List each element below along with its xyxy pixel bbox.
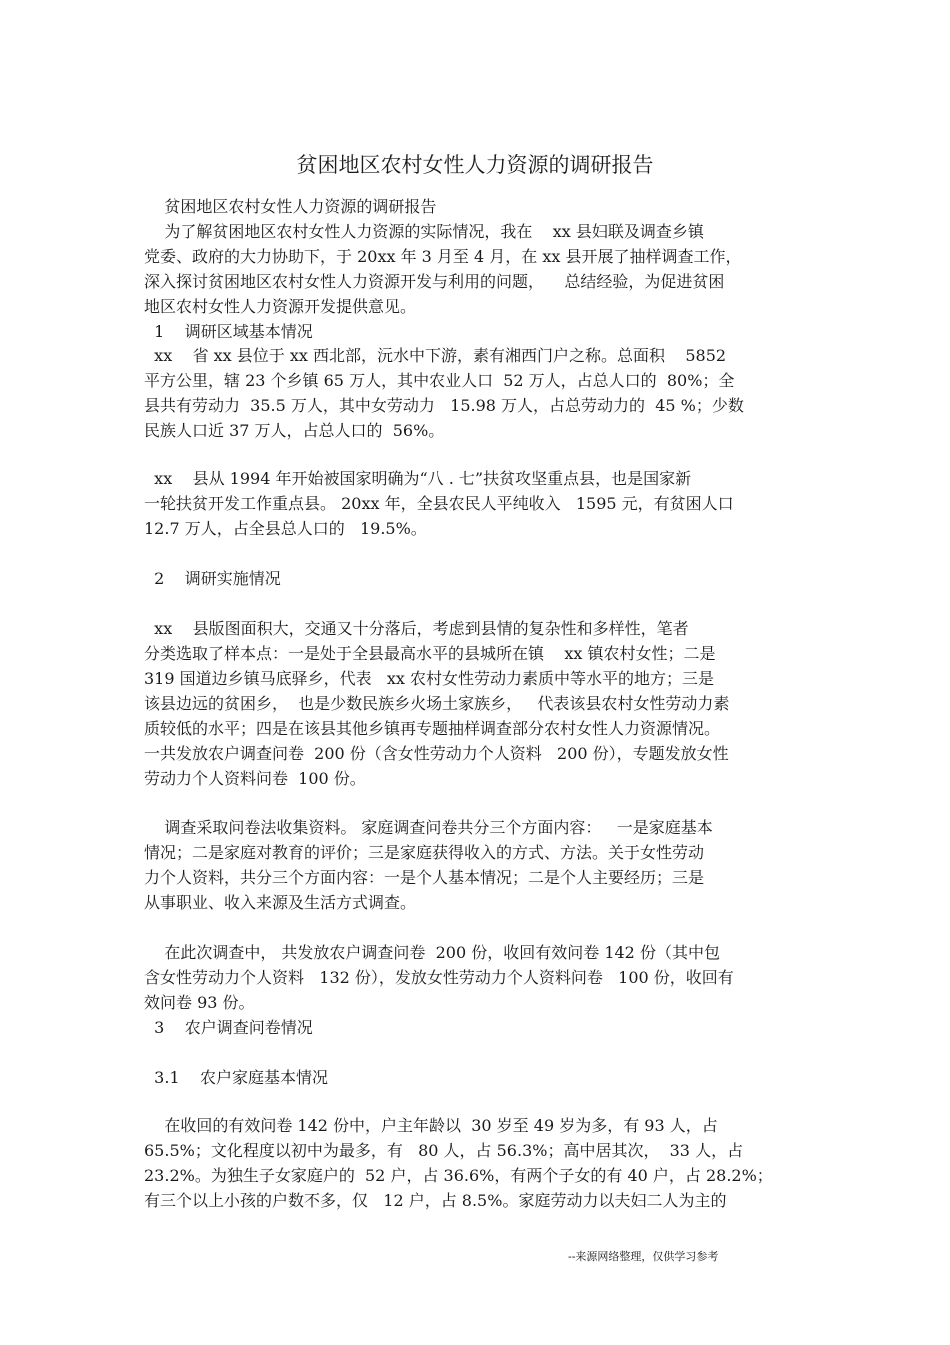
paragraph-line: 情况；二是家庭对教育的评价；三是家庭获得收入的方式、方法。关于女性劳动	[144, 843, 705, 862]
section-2-paragraph-2	[144, 815, 816, 915]
paragraph-line: 23.2%。为独生子女家庭户的 52 户，占 36.6%，有两个子女的有 40 户，占 28.2%；	[144, 1166, 773, 1185]
paragraph-line: 民族人口近 37 万人，占总人口的 56%。	[144, 421, 445, 440]
paragraph-line: 质较低的水平；四是在该县其他乡镇再专题抽样调查部分农村女性人力资源情况。	[144, 719, 721, 738]
section-3-1-paragraph-1	[144, 1113, 816, 1213]
paragraph-line: 一共发放农户调查问卷 200 份（含女性劳动力个人资料 200 份），专题发放女性	[144, 744, 729, 763]
section-2-heading: 2 调研实施情况	[144, 569, 281, 588]
section-2-paragraph-1	[144, 616, 816, 791]
section-3-heading: 3 农户调查问卷情况	[144, 1018, 313, 1037]
paragraph-line: 效问卷 93 份。	[144, 993, 255, 1012]
paragraph-line: 该县边远的贫困乡， 也是少数民族乡火场土家族乡， 代表该县农村女性劳动力素	[144, 694, 730, 713]
paragraph-line: 有三个以上小孩的户数不多，仅 12 户，占 8.5%。家庭劳动力以夫妇二人为主的	[144, 1191, 727, 1210]
paragraph-line: 党委、政府的大力协助下，于 20xx 年 3 月至 4 月，在 xx 县开展了抽样调查工作，	[144, 247, 742, 266]
section-1-heading: 1 调研区域基本情况	[144, 322, 313, 341]
subtitle-block	[144, 194, 816, 219]
paragraph-line: xx 县从 1994 年开始被国家明确为“八 . 七”扶贫攻坚重点县，也是国家新	[144, 469, 692, 488]
paragraph-line: xx 省 xx 县位于 xx 西北部，沅水中下游，素有湘西门户之称。总面积 5852	[144, 346, 727, 365]
paragraph-line: 在此次调查中， 共发放农户调查问卷 200 份，收回有效问卷 142 份（其中包	[144, 943, 720, 962]
paragraph-line: 劳动力个人资料问卷 100 份。	[144, 769, 366, 788]
paragraph-line: xx 县版图面积大，交通又十分落后，考虑到县情的复杂性和多样性，笔者	[144, 619, 689, 638]
paragraph-line: 力个人资料，共分三个方面内容：一是个人基本情况；二是个人主要经历；三是	[144, 868, 705, 887]
section-1-heading-block	[144, 319, 816, 344]
section-1-paragraph-2	[144, 466, 816, 541]
paragraph-line: 平方公里，辖 23 个乡镇 65 万人，其中农业人口 52 万人，占总人口的 80%；全	[144, 371, 735, 390]
paragraph-line: 地区农村女性人力资源开发提供意见。	[144, 297, 417, 316]
paragraph-line: 319 国道边乡镇马底驿乡，代表 xx 农村女性劳动力素质中等水平的地方；三是	[144, 669, 715, 688]
intro-paragraph	[144, 219, 816, 319]
paragraph-line: 含女性劳动力个人资料 132 份），发放女性劳动力个人资料问卷 100 份，收回有	[144, 968, 734, 987]
paragraph-line: 在收回的有效问卷 142 份中，户主年龄以 30 岁至 49 岁为多，有 93 人，占	[144, 1116, 718, 1135]
document-title: 贫困地区农村女性人力资源的调研报告	[296, 153, 654, 177]
paragraph-line: 调查采取问卷法收集资料。 家庭调查问卷共分三个方面内容： 一是家庭基本	[144, 818, 713, 837]
section-2-paragraph-3	[144, 940, 816, 1015]
page-footer: --来源网络整理，仅供学习参考	[568, 1250, 719, 1263]
paragraph-line: 从事职业、收入来源及生活方式调查。	[144, 893, 417, 912]
section-1-paragraph-1	[144, 343, 816, 443]
paragraph-line: 12.7 万人，占全县总人口的 19.5%。	[144, 519, 427, 538]
document-subtitle: 贫困地区农村女性人力资源的调研报告	[164, 197, 437, 216]
paragraph-line: 为了解贫困地区农村女性人力资源的实际情况，我在 xx 县妇联及调查乡镇	[144, 222, 704, 241]
section-2-heading-block	[144, 566, 816, 591]
paragraph-line: 县共有劳动力 35.5 万人，其中女劳动力 15.98 万人，占总劳动力的 45 %；少数	[144, 396, 744, 415]
section-3-heading-block	[144, 1015, 816, 1040]
paragraph-line: 一轮扶贫开发工作重点县。 20xx 年，全县农民人平纯收入 1595 元，有贫困人口	[144, 494, 734, 513]
paragraph-line: 分类选取了样本点：一是处于全县最高水平的县城所在镇 xx 镇农村女性；二是	[144, 644, 716, 663]
section-3-1-heading-block	[144, 1065, 816, 1090]
paragraph-line: 65.5%；文化程度以初中为最多，有 80 人，占 56.3%；高中居其次， 33 人，占	[144, 1141, 744, 1160]
section-3-1-heading: 3.1 农户家庭基本情况	[144, 1068, 328, 1087]
paragraph-line: 深入探讨贫困地区农村女性人力资源开发与利用的问题， 总结经验，为促进贫困	[144, 272, 725, 291]
